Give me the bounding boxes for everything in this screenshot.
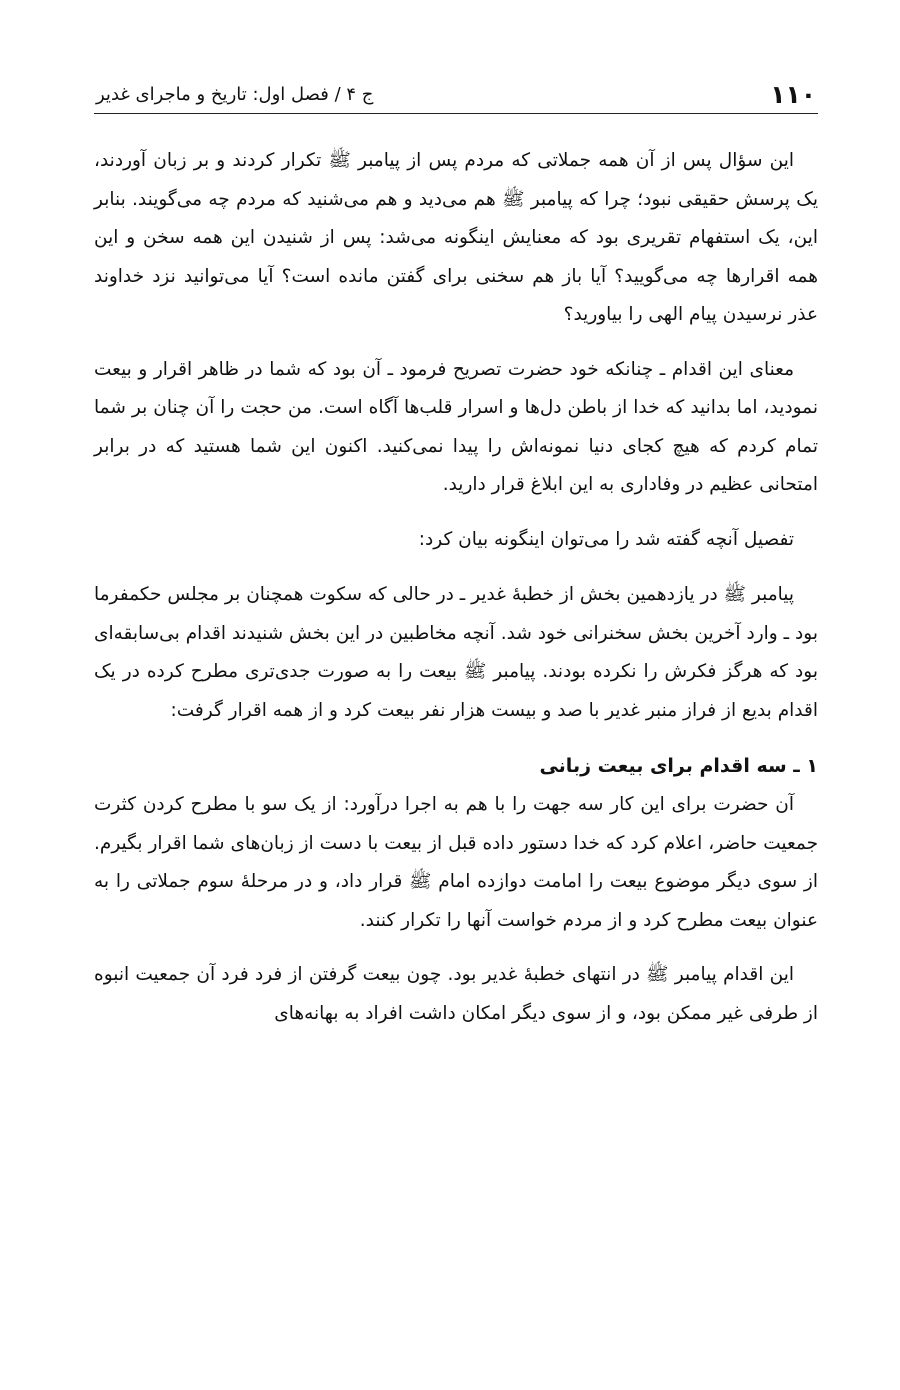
section-heading: ۱ ـ سه اقدام برای بیعت زبانی — [539, 755, 818, 777]
paragraph: پیامبر ﷺ در یازدهمین بخش از خطبهٔ غدیر ـ در حالی که سکوت همچنان بر مجلس حکمفرما بود ـ وارد آخرین بخش سخنرانی خود شد. آنچه مخاطبین در این بخش شنیدند اقدام بی‌سابقه‌ای بود که هرگز فکرش را نکرده بودند. پیامبر ﷺ بیعت را به صورت جدی‌تری مطرح کرده در یک اقدام بدیع از فراز منبر غدیر با صد و بیست هزار نفر بیعت کرد و از همه اقرار گرفت: — [94, 584, 818, 721]
page-header — [94, 62, 818, 114]
paragraph: این سؤال پس از آن همه جملاتی که مردم پس از پیامبر ﷺ تکرار کردند و بر زبان آوردند، یک پرسش حقیقی نبود؛ چرا که پیامبر ﷺ هم می‌دید و هم می‌شنید که مردم چه می‌گویند. بنابر این، یک استفهام تقریری بود که معنایش اینگونه می‌شد: پس از شنیدن این همه سخن و این همه اقرارها چه می‌گویید؟ آیا باز هم سخنی برای گفتن مانده است؟ آیا می‌توانید نزد خداوند عذر نرسیدن پیام الهی را بیاورید؟ — [94, 150, 818, 325]
book-page — [94, 62, 818, 1049]
body-text — [94, 142, 818, 1033]
paragraph: این اقدام پیامبر ﷺ در انتهای خطبهٔ غدیر بود. چون بیعت گرفتن از فرد فرد آن جمعیت انبوه از طرفی غیر ممکن بود، و از سوی دیگر امکان داشت افراد به بهانه‌های — [94, 964, 818, 1024]
running-head: ج ۴ / فصل اول: تاریخ و ماجرای غدیر — [96, 84, 374, 105]
paragraph: آن حضرت برای این کار سه جهت را با هم به اجرا درآورد: از یک سو با مطرح کردن کثرت جمعیت حاضر، اعلام کرد که خدا دستور داده قبل از بیعت با دست از زبان‌های شما اقرار بگیرم. از سوی دیگر موضوع بیعت را امامت دوازده امام ﷺ قرار داد، و در مرحلهٔ سوم جملاتی را به عنوان بیعت مطرح کرد و از مردم خواست آنها را تکرار کنند. — [94, 794, 818, 931]
paragraph: تفصیل آنچه گفته شد را می‌توان اینگونه بیان کرد: — [418, 528, 794, 550]
paragraph: معنای این اقدام ـ چنانکه خود حضرت تصریح فرمود ـ آن بود که شما در ظاهر اقرار و بیعت نمودید، اما بدانید که خدا از باطن دل‌ها و اسرار قلب‌ها آگاه است. من حجت را آن چنان بر شما تمام کردم که هیچ کجای دنیا نمونه‌اش را پیدا نمی‌کنید. اکنون این شما هستید که در برابر امتحانی عظیم در وفاداری به این ابلاغ قرار دارید. — [94, 358, 818, 495]
page-number: ۱۱۰ — [770, 80, 816, 109]
